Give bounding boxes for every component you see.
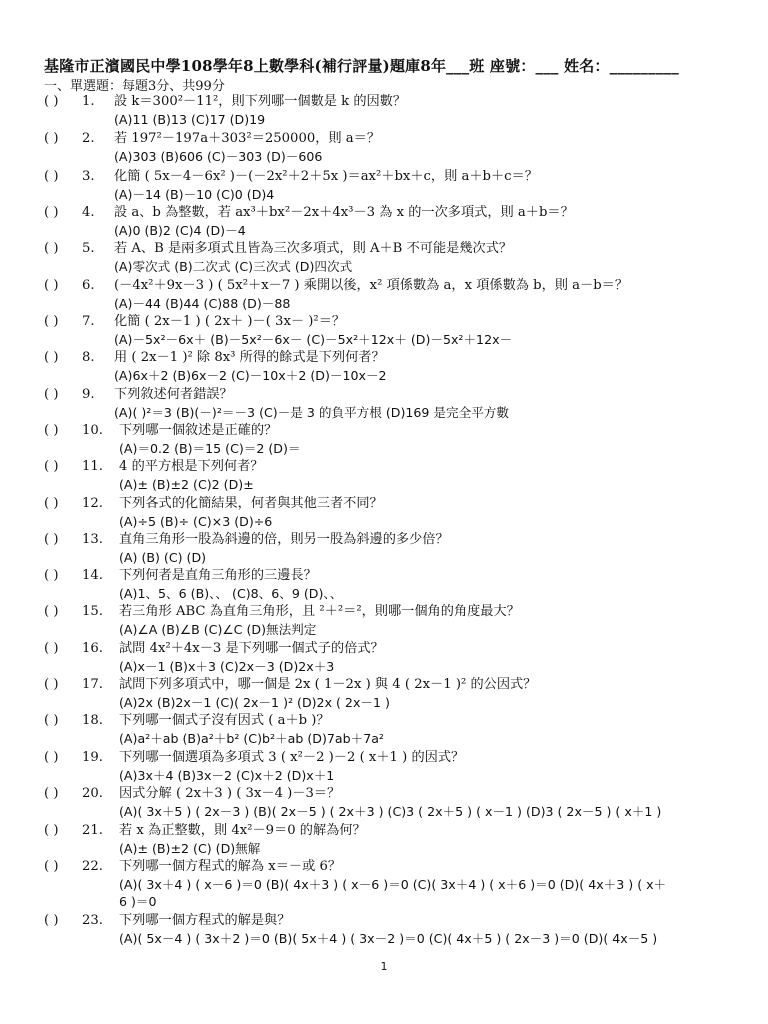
question-options: (A)( )²＝3 (B)(－)²＝－3 (C)－是 3 的負平方根 (D)169 是完全平方數 [114,405,509,420]
question-number: 15. [82,604,103,619]
answer-blank[interactable]: ( ) [44,823,59,838]
question-options: (A)2x (B)2x－1 (C)( 2x－1 )² (D)2x ( 2x－1 ) [119,695,390,710]
question-number: 17. [82,677,103,692]
section-heading: 一、單選題：每題3分、共99分 [44,79,225,94]
question-stem: 若 A、B 是兩多項式且皆為三次多項式，則 A＋B 不可能是幾次式？ [114,241,513,256]
question-stem: 用 ( 2x－1 )² 除 8x³ 所得的餘式是下列何者？ [114,350,385,365]
question-options: (A)零次式 (B)二次式 (C)三次式 (D)四次式 [114,259,353,274]
question-options: (A) (B) (C) (D) [119,550,207,565]
question-number: 7. [82,314,95,329]
answer-blank[interactable]: ( ) [44,387,59,402]
answer-blank[interactable]: ( ) [44,241,59,256]
question-number: 13. [82,532,103,547]
question-number: 11. [82,459,103,474]
answer-blank[interactable]: ( ) [44,459,59,474]
question-stem: 下列各式的化簡結果，何者與其他三者不同？ [119,496,383,511]
question-number: 8. [82,350,95,365]
question-stem: 設 a、b 為整數，若 ax³＋bx²－2x＋4x³－3 為 x 的一次多項式，則 a＋b＝？ [114,205,574,220]
answer-blank[interactable]: ( ) [44,496,59,511]
question-options: (A)∠A (B)∠B (C)∠C (D)無法判定 [119,622,317,637]
question-options: (A)( 3x＋4 ) ( x－6 )＝0 (B)( 4x＋3 ) ( x－6 )＝0 (C)( 3x＋4 ) ( x＋6 )＝0 (D)( 4x＋3 ) ( x＋ [119,877,667,892]
question-stem: 試問下列多項式中，哪一個是 2x ( 1－2x ) 與 4 ( 2x－1 )² 的公因式？ [119,677,537,692]
answer-blank[interactable]: ( ) [44,713,59,728]
question-options: (A)11 (B)13 (C)17 (D)19 [114,112,266,127]
question-number: 22. [82,859,103,874]
answer-blank[interactable]: ( ) [44,169,59,184]
question-stem: 下列哪一個式子沒有因式 ( a＋b )？ [119,713,330,728]
answer-blank[interactable]: ( ) [44,131,59,146]
answer-blank[interactable]: ( ) [44,641,59,656]
answer-blank[interactable]: ( ) [44,568,59,583]
answer-blank[interactable]: ( ) [44,278,59,293]
question-stem: 下列哪一個方程式的解是與？ [119,913,291,928]
question-options: (A)0 (B)2 (C)4 (D)－4 [114,223,246,238]
question-stem: 因式分解 ( 2x＋3 ) ( 3x－4 )－3＝？ [119,786,341,801]
answer-blank[interactable]: ( ) [44,423,59,438]
question-stem: 下列哪一個方程式的解為 x＝－或 6？ [119,859,342,874]
question-number: 20. [82,786,103,801]
question-options-continued: 6 )＝0 [119,894,157,909]
question-stem: 下列何者是直角三角形的三邊長？ [119,568,317,583]
question-number: 6. [82,278,95,293]
question-number: 19. [82,750,103,765]
answer-blank[interactable]: ( ) [44,94,59,109]
question-stem: 設 k＝300²－11²，則下列哪一個數是 k 的因數？ [114,94,407,109]
question-stem: 下列敘述何者錯誤？ [114,387,233,402]
question-options: (A)± (B)±2 (C)2 (D)± [119,477,254,492]
answer-blank[interactable]: ( ) [44,350,59,365]
answer-blank[interactable]: ( ) [44,913,59,928]
answer-blank[interactable]: ( ) [44,786,59,801]
question-options: (A)÷5 (B)÷ (C)×3 (D)÷6 [119,514,273,529]
question-stem: 若 x 為正整數，則 4x²－9＝0 的解為何？ [119,823,366,838]
question-options: (A)6x＋2 (B)6x－2 (C)－10x＋2 (D)－10x－2 [114,368,387,383]
question-stem: 試問 4x²＋4x－3 是下列哪一個式子的倍式？ [119,641,384,656]
question-options: (A)－14 (B)－10 (C)0 (D)4 [114,187,275,202]
question-number: 12. [82,496,103,511]
question-number: 3. [82,169,95,184]
question-number: 18. [82,713,103,728]
answer-blank[interactable]: ( ) [44,532,59,547]
question-number: 21. [82,823,103,838]
question-options: (A)a²＋ab (B)a²＋b² (C)b²＋ab (D)7ab＋7a² [119,731,384,746]
page-number: 1 [380,960,388,973]
question-stem: 直角三角形一股為斜邊的倍，則另一股為斜邊的多少倍？ [119,532,449,547]
question-stem: 化簡 ( 5x－4－6x² )－(－2x²＋2＋5x )＝ax²＋bx＋c，則 a＋b＋c＝？ [114,169,538,184]
question-number: 4. [82,205,95,220]
question-number: 16. [82,641,103,656]
question-stem: 下列哪一個選項為多項式 3 ( x²－2 )－2 ( x＋1 ) 的因式？ [119,750,465,765]
question-options: (A)x－1 (B)x＋3 (C)2x－3 (D)2x＋3 [119,659,335,674]
exam-title: 基隆市正濱國民中學108學年8上數學科(補行評量)題庫8年___班 座號：___ 姓名：_________ [44,57,679,75]
question-stem: 4 的平方根是下列何者？ [119,459,264,474]
question-options: (A)( 5x－4 ) ( 3x＋2 )＝0 (B)( 5x＋4 ) ( 3x－2 )＝0 (C)( 4x＋5 ) ( 2x－3 )＝0 (D)( 4x－5 ) [119,931,658,946]
question-options: (A)303 (B)606 (C)－303 (D)－606 [114,149,323,164]
question-stem: 若 197²－197a＋303²＝250000，則 a＝？ [114,131,381,146]
question-options: (A)1、5、6 (B)、、 (C)8、6、9 (D)、、 [119,586,343,601]
question-stem: 若三角形 ABC 為直角三角形，且 ²＋²＝²，則哪一個角的角度最大？ [119,604,520,619]
question-number: 5. [82,241,95,256]
question-number: 14. [82,568,103,583]
question-number: 1. [82,94,95,109]
question-stem: 化簡 ( 2x－1 ) ( 2x＋ )－( 3x－ )²＝？ [114,314,346,329]
question-options: (A)± (B)±2 (C) (D)無解 [119,841,261,856]
answer-blank[interactable]: ( ) [44,604,59,619]
question-number: 9. [82,387,95,402]
question-stem: 下列哪一個敘述是正確的？ [119,423,278,438]
question-options: (A)－44 (B)44 (C)88 (D)－88 [114,296,291,311]
question-stem: (－4x²＋9x－3 ) ( 5x²＋x－7 ) 乘開以後，x² 項係數為 a，x 項係數為 b，則 a－b＝？ [114,278,629,293]
question-options: (A)＝0.2 (B)＝15 (C)＝2 (D)＝ [119,441,301,456]
question-options: (A)－5x²－6x＋ (B)－5x²－6x－ (C)－5x²＋12x＋ (D)－5x²＋12x－ [114,332,513,347]
answer-blank[interactable]: ( ) [44,677,59,692]
answer-blank[interactable]: ( ) [44,750,59,765]
answer-blank[interactable]: ( ) [44,859,59,874]
question-number: 23. [82,913,103,928]
answer-blank[interactable]: ( ) [44,314,59,329]
answer-blank[interactable]: ( ) [44,205,59,220]
question-options: (A)3x＋4 (B)3x－2 (C)x＋2 (D)x＋1 [119,768,335,783]
question-number: 2. [82,131,95,146]
question-number: 10. [82,423,103,438]
question-options: (A)( 3x＋5 ) ( 2x－3 ) (B)( 2x－5 ) ( 2x＋3 ) (C)3 ( 2x＋5 ) ( x－1 ) (D)3 ( 2x－5 ) ( x＋1 ) [119,804,662,819]
